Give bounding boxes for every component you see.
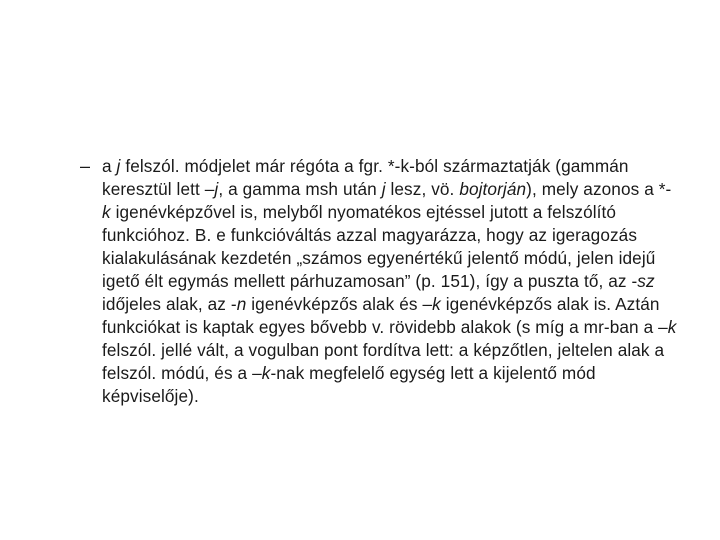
text-segment: igenévképzős alak és – [246, 294, 433, 314]
bullet-item [80, 155, 680, 408]
italic-text-segment: k [667, 317, 677, 337]
italic-text-segment: j [214, 179, 219, 199]
italic-text-segment: sz [637, 271, 655, 291]
text-segment: -nak megfelelő egység lett a kijelentő mód képviselője). [102, 363, 596, 406]
italic-text-segment: n [236, 294, 247, 314]
text-segment: , a gamma msh után [218, 179, 382, 199]
text-segment: felszól. módjelet már régóta a fgr. *-k-ból származtatják (gammán keresztül lett – [102, 156, 629, 199]
text-segment: felszól. jellé vált, a vogulban pont fordítva lett: a képzőtlen, jeltelen alak a felszól. módú, és a – [102, 340, 665, 383]
text-segment: lesz, vö. [385, 179, 460, 199]
italic-text-segment: k [432, 294, 441, 314]
italic-text-segment: j [381, 179, 386, 199]
text-segment: a [102, 156, 117, 176]
bullet-marker: – [80, 156, 91, 176]
italic-text-segment: j [116, 156, 121, 176]
bullet-paragraph [102, 155, 680, 408]
italic-text-segment: k [261, 363, 271, 383]
text-segment: időjeles alak, az - [102, 294, 237, 314]
text-segment: igenévképzővel is, melyből nyomatékos ejtéssel jutott a felszólító funkcióhoz. B. e funkcióváltás azzal magyarázza, hogy az igeragozás kialakulásának kezdetén „számos egyenértékű jelentő módú, jelen idejű igető élt egymás mellett párhuzamosan” (p. 151), így a puszta tő, az - [102, 202, 656, 291]
italic-text-segment: bojtorján [459, 179, 527, 199]
text-segment: ), mely azonos a *- [526, 179, 672, 199]
italic-text-segment: k [102, 202, 111, 222]
text-segment: igenévképzős alak is. Aztán funkciókat is kaptak egyes bővebb v. rövidebb alakok (s míg a mr-ban a – [102, 294, 668, 337]
